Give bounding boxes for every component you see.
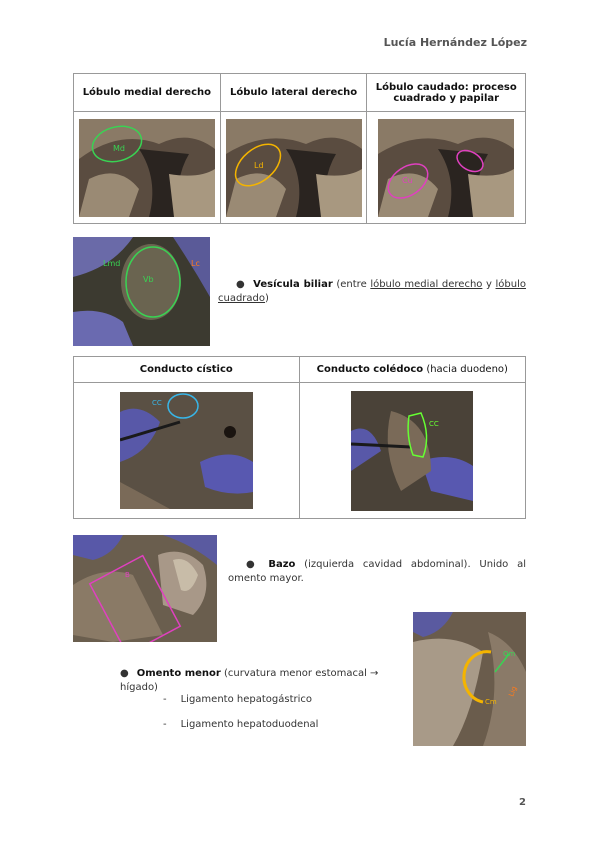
ligament-label: Ligamento hepatogástrico — [180, 694, 313, 705]
label-md: Md — [112, 144, 125, 153]
ligament-item-1 — [163, 693, 312, 707]
common-bile-duct-photo — [351, 391, 473, 511]
ducts-header-common-bile — [299, 357, 525, 383]
photo-graphic — [120, 392, 253, 509]
gallbladder-text-post: ) — [265, 293, 269, 304]
photo-graphic — [73, 535, 217, 642]
dash-marker: - — [163, 694, 167, 705]
ducts-cell-1 — [74, 383, 300, 519]
dash-marker: - — [163, 719, 167, 730]
gallbladder-text-mid: y — [482, 279, 496, 290]
lesser-omentum-title: Omento menor — [136, 668, 221, 679]
cystic-duct-photo — [120, 392, 253, 509]
label-lig: Lig — [507, 685, 519, 698]
gallbladder-text-pre: (entre — [332, 279, 371, 290]
label-vb: Vb — [143, 275, 154, 284]
lobes-header-3: Lóbulo caudado: proceso cuadrado y papilar — [367, 74, 526, 112]
lobes-cell-2 — [220, 112, 367, 224]
label-lmd: Lmd — [103, 259, 121, 268]
photo-graphic — [378, 119, 514, 217]
page-number: 2 — [519, 797, 526, 808]
ducts-header-common-bile-rest: (hacia duodeno) — [423, 364, 508, 375]
liver-photo-caudate — [378, 119, 514, 217]
lobes-header-2: Lóbulo lateral derecho — [220, 74, 367, 112]
bullet-dot: ● — [120, 668, 129, 679]
lobes-header-1: Lóbulo medial derecho — [74, 74, 221, 112]
label-lc: Lc — [191, 259, 200, 268]
photo-graphic — [79, 119, 215, 217]
lesser-omentum-text: (curvatura menor estomacal → hígado) — [120, 668, 379, 693]
spleen-title: Bazo — [268, 559, 296, 570]
liver-photo-medial-right — [79, 119, 215, 217]
bullet-dot: ● — [246, 559, 261, 570]
label-cu: Cu — [402, 176, 413, 185]
label-b: B — [125, 571, 130, 579]
spleen-bullet — [228, 558, 526, 586]
photo-graphic — [73, 237, 210, 346]
ligament-label: Ligamento hepatoduodenal — [180, 719, 319, 730]
ducts-header-cystic: Conducto cístico — [74, 357, 300, 383]
ligament-item-2 — [163, 718, 318, 732]
lesser-omentum-photo — [413, 612, 526, 746]
lobes-cell-1 — [74, 112, 221, 224]
label-om: Om — [503, 650, 516, 658]
author-name: Lucía Hernández López — [383, 36, 527, 49]
lesser-omentum-bullet — [120, 667, 410, 695]
link-medial-right-lobe[interactable]: lóbulo medial derecho — [370, 279, 483, 290]
label-ld: Ld — [253, 161, 264, 170]
spleen-photo — [73, 535, 217, 642]
label-cm: Cm — [485, 698, 497, 706]
gallbladder-bullet — [218, 278, 526, 306]
label-cc-cystic: CC — [151, 399, 162, 407]
gallbladder-title: Vesícula biliar — [253, 279, 333, 290]
lobes-cell-3 — [367, 112, 526, 224]
photo-graphic — [226, 119, 362, 217]
photo-graphic — [413, 612, 526, 746]
link-quadrate-lobe[interactable]: lóbulo cuadrado — [218, 279, 526, 304]
label-cc-common: CC — [429, 419, 440, 428]
ducts-cell-2 — [299, 383, 525, 519]
gallbladder-photo — [73, 237, 210, 346]
spleen-text: (izquierda cavidad abdominal). Unido al omento mayor. — [228, 559, 526, 584]
ducts-table — [73, 356, 526, 519]
liver-photo-lateral-right — [226, 119, 362, 217]
ducts-header-common-bile-bold: Conducto colédoco — [316, 364, 424, 375]
photo-graphic — [351, 391, 473, 511]
lobes-table — [73, 73, 526, 224]
bullet-dot: ● — [236, 279, 246, 290]
